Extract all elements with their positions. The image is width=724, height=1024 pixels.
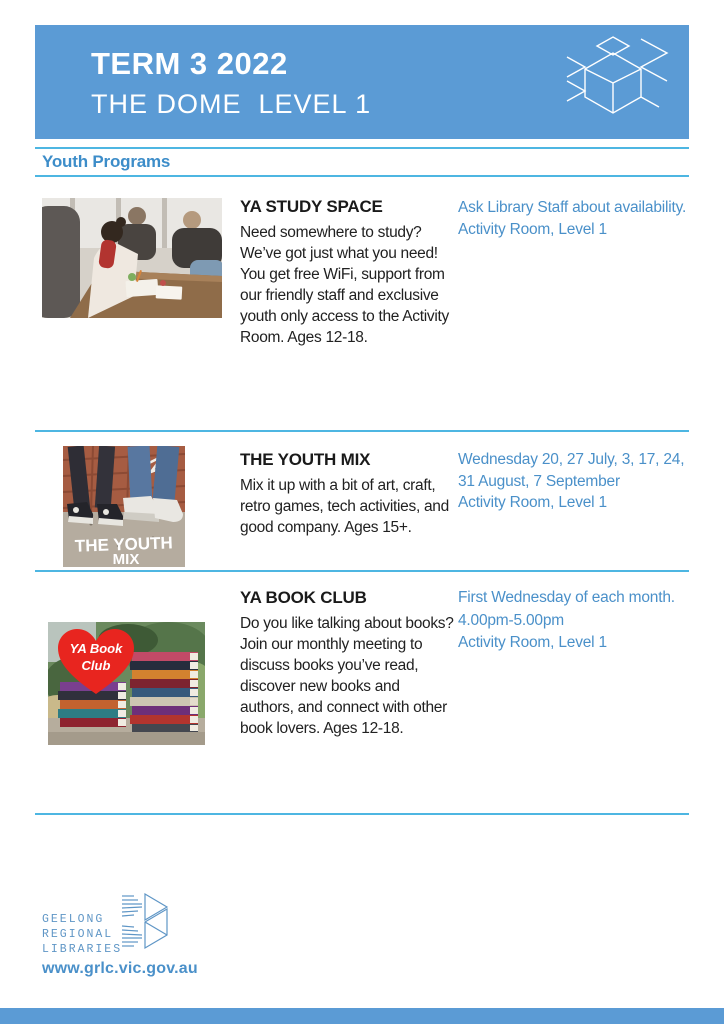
page-title: TERM 3 2022 bbox=[91, 46, 288, 81]
photo-ya-book-club bbox=[48, 622, 205, 745]
program-description-block bbox=[240, 588, 455, 739]
program-detail-line: Activity Room, Level 1 bbox=[458, 494, 607, 511]
footer-logo-line: LIBRARIES bbox=[42, 943, 123, 956]
program-detail-line: Ask Library Staff about availability. bbox=[458, 199, 687, 216]
program-detail-line: 4.00pm-5.00pm bbox=[458, 612, 564, 629]
program-text: Do you like talking about books? Join our monthly meeting to discuss books you’ve read, discover new books and authors, and connect with other book lovers. Ages 12-18. bbox=[240, 615, 454, 737]
footer-logo-line: REGIONAL bbox=[42, 928, 114, 941]
section-heading-youth-programs bbox=[35, 147, 689, 177]
website-link[interactable]: www.grlc.vic.gov.au bbox=[42, 960, 198, 977]
footer-logo-line: GEELONG bbox=[42, 913, 105, 926]
photo-caption-line: Club bbox=[81, 658, 111, 673]
program-description-block bbox=[240, 197, 455, 348]
program-detail-line: Wednesday 20, 27 July, 3, 17, 24, 31 August, 7 September bbox=[458, 451, 685, 490]
program-text: Need somewhere to study? We’ve got just what you need! You get free WiFi, support from our friendly staff and exclusive youth only access to the Activity Room. Ages 12-18. bbox=[240, 224, 449, 346]
photo-ya-study-space bbox=[42, 198, 222, 318]
program-detail-line: Activity Room, Level 1 bbox=[458, 220, 607, 238]
grl-footer-logo-icon bbox=[118, 890, 172, 960]
program-details-block bbox=[458, 449, 696, 514]
program-row-ya-study-space bbox=[35, 186, 689, 432]
program-detail-line: First Wednesday of each month. bbox=[458, 589, 675, 606]
photo-caption-line: YA Book bbox=[69, 641, 123, 656]
program-row-the-youth-mix bbox=[35, 432, 689, 572]
program-title: YA BOOK CLUB bbox=[240, 588, 367, 607]
bottom-accent-bar bbox=[0, 1008, 724, 1024]
program-row-ya-book-club bbox=[35, 572, 689, 815]
program-title: THE YOUTH MIX bbox=[240, 450, 371, 469]
svg-text:MIX: MIX bbox=[112, 551, 140, 567]
program-title: YA STUDY SPACE bbox=[240, 197, 383, 216]
svg-text:THE YOUTH: THE YOUTH bbox=[74, 533, 174, 556]
header-banner bbox=[35, 25, 689, 139]
program-description-block bbox=[240, 450, 455, 538]
grl-geometric-logo-icon bbox=[555, 33, 675, 129]
program-detail-line: Activity Room, Level 1 bbox=[458, 633, 607, 651]
photo-the-youth-mix bbox=[63, 446, 185, 567]
page-subtitle: THE DOME LEVEL 1 bbox=[91, 89, 372, 119]
section-heading-label: Youth Programs bbox=[42, 152, 171, 171]
footer-logo-wordmark bbox=[42, 912, 122, 957]
program-text: Mix it up with a bit of art, craft, retro games, tech activities, and good company. Ages 15+. bbox=[240, 477, 449, 536]
program-details-block bbox=[458, 197, 696, 240]
program-details-block bbox=[458, 585, 696, 653]
